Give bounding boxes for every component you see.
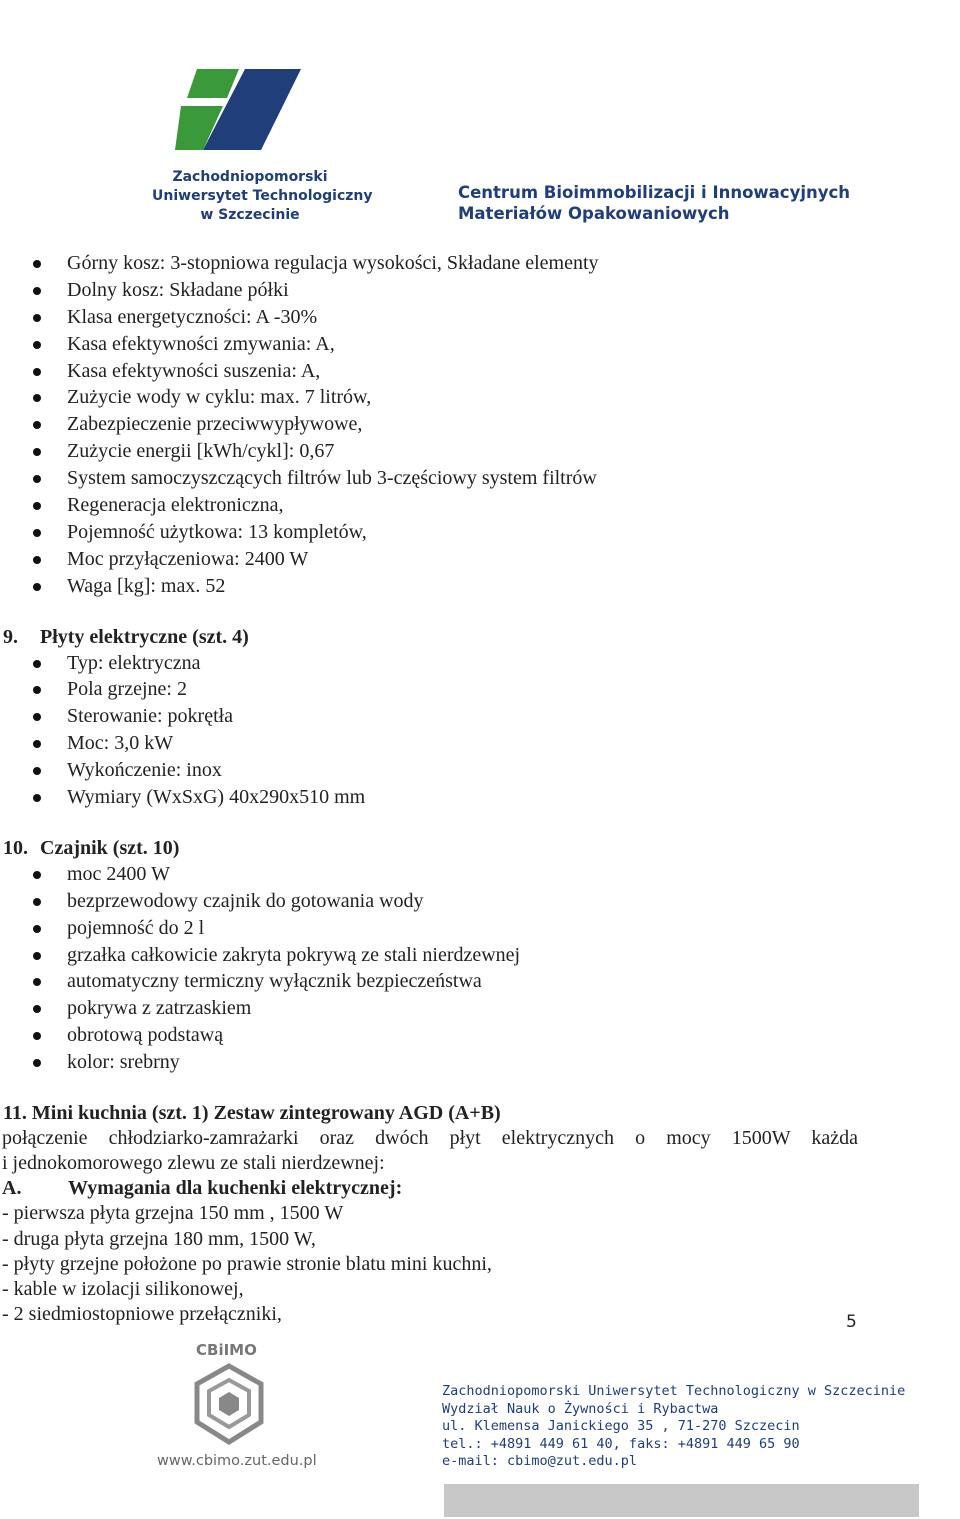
footer-bar — [444, 1484, 919, 1517]
dishwasher-spec-list — [0, 250, 870, 600]
center-name — [458, 182, 850, 224]
section-heading-11: 11. Mini kuchnia (szt. 1) Zestaw zintegrowany AGD (A+B) — [3, 1102, 501, 1125]
list-item: bezprzewodowy czajnik do gotowania wody — [0, 888, 870, 915]
center-name-line: Centrum Bioimmobilizacji i Innowacyjnych — [458, 183, 851, 202]
list-item: Moc przyłączeniowa: 2400 W — [0, 546, 870, 573]
requirement-line: - kable w izolacji silikonowej, — [2, 1277, 244, 1300]
list-item: Klasa energetyczności: A -30% — [0, 304, 870, 331]
university-name-line: Uniwersytet Technologiczny — [152, 188, 373, 204]
contact-line: ul. Klemensa Janickiego 35 , 71-270 Szczecin — [442, 1418, 800, 1434]
list-item: Zabezpieczenie przeciwwypływowe, — [0, 411, 870, 438]
zut-logo-icon — [175, 66, 305, 154]
requirement-line: - druga płyta grzejna 180 mm, 1500 W, — [2, 1227, 316, 1250]
list-item: grzałka całkowicie zakryta pokrywą ze stali nierdzewnej — [0, 942, 870, 969]
subheading-letter: A. — [2, 1177, 22, 1200]
list-item: Pojemność użytkowa: 13 kompletów, — [0, 519, 870, 546]
center-name-line: Materiałów Opakowaniowych — [458, 204, 730, 223]
requirement-line: - płyty grzejne położone po prawie stronie blatu mini kuchni, — [2, 1252, 492, 1275]
list-item: moc 2400 W — [0, 861, 870, 888]
section-number: 9. — [3, 625, 18, 648]
section-paragraph-line: połączenie chłodziarko-zamrażarki oraz dwóch płyt elektrycznych o mocy 1500W każda — [2, 1127, 858, 1150]
requirement-line: - pierwsza płyta grzejna 150 mm , 1500 W — [2, 1202, 344, 1225]
list-item: Zużycie energii [kWh/cykl]: 0,67 — [0, 438, 870, 465]
contact-line: Zachodniopomorski Uniwersytet Technologiczny w Szczecinie — [442, 1383, 906, 1399]
list-item: Zużycie wody w cyklu: max. 7 litrów, — [0, 384, 870, 411]
university-name-line: w Szczecinie — [200, 207, 300, 223]
list-item: System samoczyszczących filtrów lub 3-częściowy system filtrów — [0, 465, 870, 492]
section-title: Płyty elektryczne (szt. 4) — [40, 625, 249, 648]
list-item: Pola grzejne: 2 — [0, 676, 870, 703]
list-item: pojemność do 2 l — [0, 915, 870, 942]
university-name-line: Zachodniopomorski — [172, 169, 328, 185]
page-number: 5 — [846, 1312, 857, 1332]
contact-line: e-mail: cbimo@zut.edu.pl — [442, 1453, 638, 1469]
list-item: Waga [kg]: max. 52 — [0, 573, 870, 600]
list-item: Regeneracja elektroniczna, — [0, 492, 870, 519]
kettle-spec-list — [0, 861, 870, 1076]
footer-website: www.cbimo.zut.edu.pl — [157, 1453, 317, 1469]
list-item: Moc: 3,0 kW — [0, 730, 870, 757]
cbimo-logo-text: CBiIMO — [196, 1341, 257, 1359]
footer-contact — [442, 1383, 905, 1471]
section-heading-9 — [0, 624, 870, 650]
section-number: 10. — [3, 836, 28, 859]
list-item: Wykończenie: inox — [0, 757, 870, 784]
section-title: Czajnik (szt. 10) — [40, 836, 180, 859]
list-item: Wymiary (WxSxG) 40x290x510 mm — [0, 784, 870, 811]
list-item: pokrywa z zatrzaskiem — [0, 995, 870, 1022]
list-item: kolor: srebrny — [0, 1049, 870, 1076]
document-body — [0, 250, 870, 1327]
university-name — [152, 168, 373, 225]
list-item: obrotową podstawą — [0, 1022, 870, 1049]
contact-line: tel.: +4891 449 61 40, faks: +4891 449 65 90 — [442, 1435, 800, 1452]
section-paragraph-line: i jednokomorowego zlewu ze stali nierdzewnej: — [2, 1152, 385, 1175]
list-item: automatyczny termiczny wyłącznik bezpieczeństwa — [0, 968, 870, 995]
contact-line: Wydział Nauk o Żywności i Rybactwa — [442, 1400, 719, 1417]
list-item: Kasa efektywności zmywania: A, — [0, 331, 870, 358]
section-heading-10 — [0, 835, 870, 861]
cbimo-logo-icon — [193, 1362, 265, 1446]
list-item: Górny kosz: 3-stopniowa regulacja wysokości, Składane elementy — [0, 250, 870, 277]
requirement-line: - 2 siedmiostopniowe przełączniki, — [2, 1303, 282, 1326]
list-item: Kasa efektywności suszenia: A, — [0, 358, 870, 385]
list-item: Dolny kosz: Składane półki — [0, 277, 870, 304]
subheading-a — [0, 1176, 870, 1201]
hotplate-spec-list — [0, 650, 870, 811]
list-item: Sterowanie: pokrętła — [0, 703, 870, 730]
page-header — [0, 0, 960, 225]
list-item: Typ: elektryczna — [0, 650, 870, 677]
subheading-text: Wymagania dla kuchenki elektrycznej: — [68, 1177, 403, 1200]
